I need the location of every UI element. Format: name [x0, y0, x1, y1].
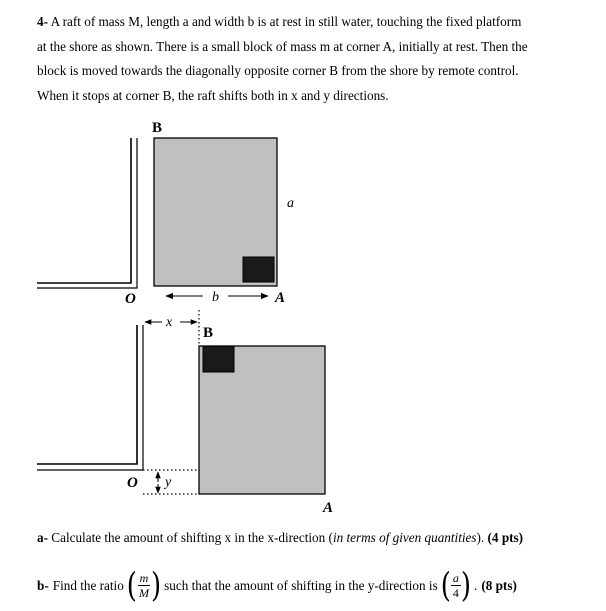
shift-fraction-body	[451, 572, 461, 599]
paren-left: (	[126, 566, 137, 605]
problem-line-2: at the shore as shown. There is a small block of mass m at corner A, initially at rest. Then the	[37, 38, 528, 54]
label-width-b: b	[212, 290, 219, 305]
shift-fraction	[440, 566, 472, 605]
question-a-prefix: a-	[37, 530, 48, 545]
label-length-a: a	[287, 196, 294, 211]
question-b	[37, 566, 517, 605]
ratio-fraction-body	[137, 572, 151, 599]
question-b-prefix: b-	[37, 577, 49, 593]
problem-line-3: block is moved towards the diagonally opposite corner B from the shore by remote control.	[37, 63, 519, 79]
question-a-points: (4 pts)	[487, 530, 524, 545]
shore-platform-bottom	[37, 325, 137, 464]
problem-line-4: When it stops at corner B, the raft shifts both in x and y directions.	[37, 87, 389, 103]
label-shift-x: x	[166, 315, 173, 330]
question-a-note: in terms of given quantities	[332, 530, 477, 545]
paren-right: )	[150, 566, 162, 605]
shore-platform-top-inner	[37, 138, 137, 288]
label-corner-A-bottom: A	[323, 500, 334, 516]
paren-right-2: )	[460, 566, 472, 605]
label-corner-B-bottom: B	[203, 325, 214, 341]
shore-platform-top	[37, 138, 131, 283]
label-corner-B-top: B	[152, 120, 163, 136]
question-a-close: ).	[476, 530, 485, 545]
block-at-B	[203, 346, 234, 372]
shore-platform-bottom-inner	[37, 325, 143, 470]
ratio-denominator: M	[138, 586, 149, 600]
label-shift-y: y	[165, 475, 172, 490]
question-a-text: Calculate the amount of shifting x in the x-direction (	[51, 530, 333, 545]
block-at-A	[243, 257, 274, 282]
shift-numerator: a	[452, 571, 459, 585]
label-origin-O-bottom: O	[127, 475, 138, 491]
label-corner-A-top: A	[275, 290, 286, 306]
question-b-close: .	[474, 577, 478, 593]
question-b-points: (8 pts)	[481, 577, 517, 593]
ratio-fraction	[126, 566, 162, 605]
question-a	[37, 530, 523, 546]
shift-denominator: 4	[452, 586, 459, 600]
question-b-text-2: such that the amount of shifting in the y-direction is	[164, 577, 438, 593]
ratio-numerator: m	[139, 571, 149, 585]
problem-number: 4-	[37, 14, 48, 29]
problem-line-1-text: A raft of mass M, length a and width b is at rest in still water, touching the fixed platform	[50, 14, 522, 29]
paren-left-2: (	[440, 566, 451, 605]
label-origin-O-top: O	[125, 291, 136, 307]
question-b-text-1: Find the ratio	[52, 577, 124, 593]
